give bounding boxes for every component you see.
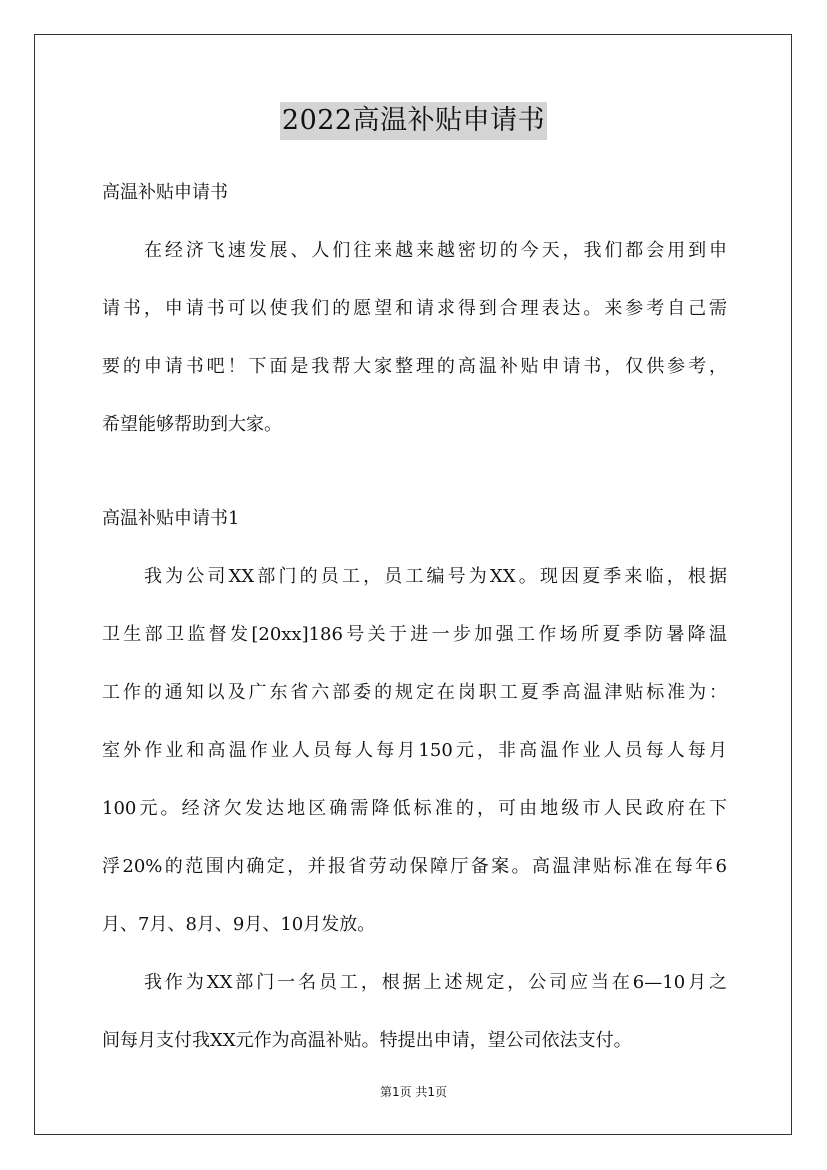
paragraph-line: 月、7月、8月、9月、10月发放。 [102, 914, 376, 935]
paragraph-line: 希望能够帮助到大家。 [102, 414, 282, 435]
document-body [102, 174, 727, 1060]
paragraph-line: 100元。经济欠发达地区确需降低标准的，可由地级市人民政府在下 [102, 798, 727, 819]
document-title: 2022高温补贴申请书 [280, 102, 547, 140]
paragraph-line: 工作的通知以及广东省六部委的规定在岗职工夏季高温津贴标准为： [102, 682, 727, 703]
paragraph-line: 室外作业和高温作业人员每人每月150元，非高温作业人员每人每月 [102, 740, 727, 761]
body-paragraph-1 [102, 558, 727, 944]
body-paragraph-2 [102, 964, 727, 1060]
paragraph-line: 在经济飞速发展、人们往来越来越密切的今天，我们都会用到申 [144, 240, 727, 261]
paragraph-line: 间每月支付我XX元作为高温补贴。特提出申请，望公司依法支付。 [102, 1030, 632, 1051]
paragraph-line: 浮20%的范围内确定，并报省劳动保障厅备案。高温津贴标准在每年6 [102, 856, 727, 877]
paragraph-line: 卫生部卫监督发[20xx]186号关于进一步加强工作场所夏季防暑降温 [102, 624, 727, 645]
paragraph-line: 请书，申请书可以使我们的愿望和请求得到合理表达。来参考自己需 [102, 298, 727, 319]
title-container [0, 102, 827, 140]
paragraph-line: 我为公司XX部门的员工，员工编号为XX。现因夏季来临，根据 [144, 566, 727, 587]
section-heading: 高温补贴申请书1 [102, 508, 240, 529]
paragraph-line: 我作为XX部门一名员工，根据上述规定，公司应当在6—10月之 [144, 972, 727, 993]
intro-heading: 高温补贴申请书 [102, 182, 228, 203]
intro-paragraph [102, 232, 727, 444]
page-footer: 第1页 共1页 [379, 1085, 448, 1099]
paragraph-line: 要的申请书吧！下面是我帮大家整理的高温补贴申请书，仅供参考， [102, 356, 727, 377]
